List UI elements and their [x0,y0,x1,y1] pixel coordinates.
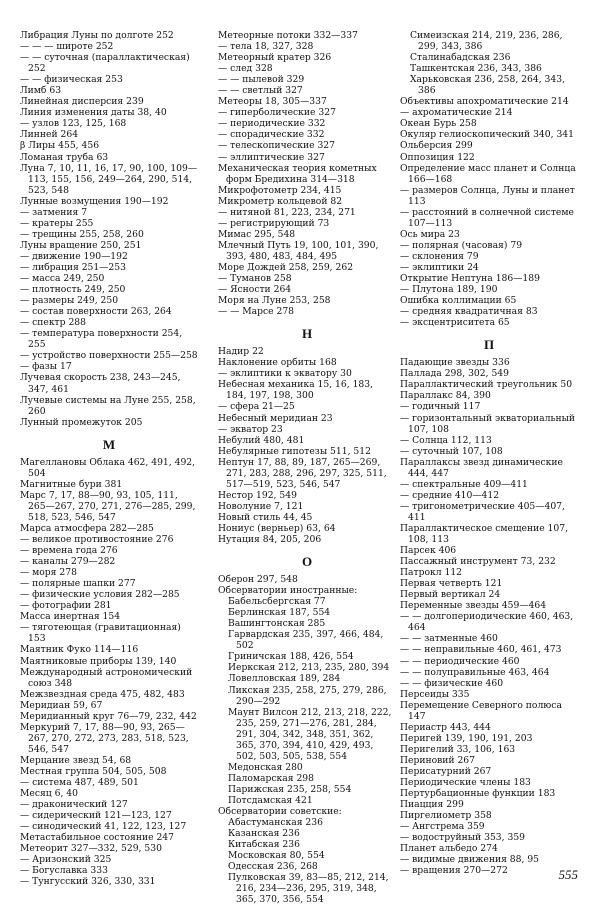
index-entry: Небесный меридиан 23 [218,412,333,424]
index-entry: Медонская 280 [228,761,303,773]
index-entry: Парижская 235, 258, 554 [228,783,352,795]
index-entry: Вашингтонская 285 [228,618,326,630]
index-entry: — — пылевой 329 [218,74,305,86]
index-entry: Периодические члены 183 [400,777,531,789]
index-entry: Моря на Луне 253, 258 [218,295,331,307]
index-entry: Объективы апохроматические 214 [400,96,569,108]
index-entry: Паллада 298, 302, 549 [400,368,509,380]
index-entry: — телескопические 327 [218,140,335,152]
section-letter: П [483,337,495,353]
index-entry: — видимые движения 88, 95 [400,854,540,866]
index-column-3 [400,30,578,876]
index-entry: Меридиан 59, 67 [20,699,103,711]
index-entry: — полярные шапки 277 [20,578,136,590]
index-entry: Лунные возмущения 190—192 [20,195,169,207]
index-entry: — плотность 249, 250 [20,284,126,296]
index-entry: Наклонение орбиты 168 [218,357,337,369]
index-entry: Планет альбедо 274 [400,843,498,855]
index-entry: Надир 22 [218,346,264,358]
index-entry: Открытие Нептуна 186—189 [400,273,540,285]
index-entry: Пулковская 39, 83—85, 212, 214, 216, 234—236, 295, 319, 348, 365, 370, 356, 554 [228,872,389,906]
index-entry: Линней 264 [20,129,79,141]
index-entry: — — полуправильные 463, 464 [400,666,550,678]
index-entry: — полярная (часовая) 79 [400,239,523,251]
index-entry: Луна 7, 10, 11, 16, 17, 90, 100, 109—113, 155, 156, 249—264, 290, 514, 523, 548 [20,162,198,196]
index-entry: Периастр 443, 444 [400,721,491,733]
index-entry: Ловелловская 189, 284 [228,673,341,685]
index-entry: Ольберсия 299 [400,140,473,152]
index-entry: Либрация Луны по долготе 252 [20,30,174,41]
index-entry: — температура поверхности 254, 255 [20,328,183,351]
index-entry: — — физические 460 [400,677,504,689]
index-entry: Ташкентская 236, 343, 386 [410,63,542,75]
index-entry: Метеоры 18, 305—337 [218,96,327,108]
index-entry: Новолуние 7, 121 [218,500,304,512]
index-entry: — Туманов 258 [218,273,292,285]
index-entry: Первый вертикал 24 [400,589,501,601]
index-entry: — вращения 270—272 [400,865,508,877]
index-entry: Марса атмосфера 282—285 [20,522,154,534]
index-entry: Пиргелиометр 358 [400,810,492,822]
index-entry: Линейная дисперсия 239 [20,96,144,108]
section-letter: Н [301,326,313,342]
index-entry: Обсерватории иностранные: [218,585,358,597]
index-column-2 [218,30,396,905]
index-entry: Оберон 297, 548 [218,574,298,586]
index-entry: Небулий 480, 481 [218,434,305,446]
index-entry: — масса 249, 250 [20,273,105,285]
index-entry: — — суточная (параллактическая) 252 [20,52,190,75]
index-entry: Международный астрономический союз 348 [20,666,193,689]
index-entry: Парсек 406 [400,545,457,557]
index-entry: — склонения 79 [400,250,479,262]
index-entry: Море Дождей 258, 259, 262 [218,261,354,273]
index-entry: Магнитные бури 381 [20,478,123,490]
index-entry: — синодический 41, 122, 123, 127 [20,821,187,833]
index-entry: Масса инертная 154 [20,611,121,623]
section-letter: О [301,554,313,570]
index-entry: — — периодические 460 [400,655,520,667]
index-entry: — фазы 17 [20,361,72,373]
index-entry: Пиацция 299 [400,799,464,811]
index-entry: Симеизская 214, 219, 236, 286, 299, 343, 386 [410,30,563,53]
index-entry: Параллактический треугольник 50 [400,379,573,391]
index-entry: Казанская 236 [228,828,300,840]
index-column-1 [20,30,198,888]
index-entry: Переменные звезды 459—464 [400,600,547,612]
index-entry: Гриничская 188, 426, 554 [228,651,354,663]
index-entry: Нутация 84, 205, 206 [218,534,322,546]
index-entry: Ликская 235, 258, 275, 279, 286, 290—292 [228,684,387,707]
index-entry: Ломаная труба 63 [20,151,109,163]
index-entry: — размеров Солнца, Луны и планет 113 [400,184,575,207]
index-entry: — — неправильные 460, 461, 473 [400,644,562,656]
index-entry: Китабская 236 [228,839,300,851]
index-entry: — Тунгусский 326, 330, 331 [20,876,156,888]
index-entry: — ахроматические 214 [400,107,513,119]
index-entry: Оппозиция 122 [400,151,475,163]
index-entry: Межзвездная среда 475, 482, 483 [20,688,185,700]
section-letter: М [102,436,116,452]
index-entry: Периновий 267 [400,754,475,766]
index-entry: Микрофотометр 234, 415 [218,184,342,196]
index-entry: — времена года 276 [20,545,118,557]
index-entry: — тяготеющая (гравитационная) 153 [20,622,181,645]
index-entry: Маунт Вилсон 212, 213, 218, 222, 235, 259, 271—276, 281, 284, 291, 304, 342, 348, 351, 362, 365, 370, 394, 410, 429, 493, 502, 503, 505, 538, 554 [228,706,392,762]
index-entry: — каналы 279—282 [20,556,116,568]
index-entry: Мимас 295, 548 [218,228,296,240]
index-entry: Нестор 192, 549 [218,489,297,501]
index-entry: Небесная механика 15, 16, 183, 184, 197, 198, 300 [218,379,374,402]
index-entry: Линия изменения даты 38, 40 [20,107,167,119]
index-entry: — моря 278 [20,567,77,579]
index-entry: — Богуславка 333 [20,865,108,877]
index-entry: Нептун 17, 88, 89, 187, 265—269, 271, 283, 288, 296, 297, 325, 511, 517—519, 523, 546, 547 [218,456,387,490]
index-entry: Месяц 6, 40 [20,788,78,800]
index-entry: — эклиптики 24 [400,261,479,273]
index-entry: — либрация 251—253 [20,261,126,273]
index-entry: — драконический 127 [20,799,128,811]
index-entry: — водоструйный 353, 359 [400,832,526,844]
index-entry: Патрокл 112 [400,567,463,579]
index-entry: — устройство поверхности 255—258 [20,350,198,362]
index-entry: — Ясности 264 [218,284,292,296]
index-entry: Параллактическое смещение 107, 108, 113 [400,522,569,546]
index-entry: — — долгопериодические 460, 463, 464 [400,611,574,634]
index-entry: — регистрирующий 73 [218,217,330,229]
index-entry: — размеры 249, 250 [20,295,119,307]
index-entry: — средние 410—412 [400,489,500,501]
index-entry: Ошибка коллимации 65 [400,295,517,307]
index-entry: — Ангстрема 359 [400,821,485,833]
index-entry: Млечный Путь 19, 100, 101, 390, 393, 480, 483, 484, 495 [218,239,379,262]
index-entry: — тригонометрические 405—407, 411 [400,500,565,523]
index-entry: Луны вращение 250, 251 [20,239,142,251]
index-entry: Бабельсбергская 77 [228,596,326,608]
index-entry: Нониус (верньер) 63, 64 [218,522,336,534]
index-entry: Сталинабадская 236 [410,52,511,64]
index-entry: Параллаксы звезд динамические 444, 447 [400,456,563,479]
index-entry: — затмения 7 [20,206,88,218]
index-entry: Параллакс 84, 390 [400,390,491,402]
index-entry: — Аризонский 325 [20,854,112,866]
index-entry: — эклиптики к экватору 30 [218,368,352,380]
index-entry: — экватор 23 [218,423,283,435]
index-entry: Маятник Фуко 114—116 [20,644,139,656]
index-entry: — — физическая 253 [20,74,123,86]
index-entry: — спектральные 409—411 [400,478,528,490]
index-entry: — сидерический 121—123, 127 [20,810,172,822]
index-entry: — движение 190—192 [20,250,128,262]
index-entry: Перисатурний 267 [400,766,492,777]
index-entry: Иеркская 212, 213, 235, 280, 394 [228,662,390,674]
index-entry: Берлинская 187, 554 [228,607,331,619]
index-entry: Харьковская 236, 258, 264, 343, 386 [410,74,566,97]
index-entry: — средняя квадратичная 83 [400,306,538,318]
index-entry: Мерцание звезд 54, 68 [20,754,132,766]
page-number: 555 [558,867,578,882]
index-entry: — — затменные 460 [400,633,498,645]
index-entry: Лучевые системы на Луне 255, 258, 260 [20,394,196,417]
index-entry: Магеллановы Облака 462, 491, 492, 504 [20,456,196,479]
index-entry: — Солнца 112, 113 [400,434,492,446]
index-entry: Перемещение Северного полюса 147 [400,699,562,722]
index-entry: — годичный 117 [400,401,481,413]
index-entry: Марс 7, 17, 88—90, 93, 105, 111, 265—267, 270, 271, 276—285, 299, 518, 523, 546, 547 [20,489,196,523]
index-entry: — — — широте 252 [20,41,114,53]
index-entry: Небулярные гипотезы 511, 512 [218,445,371,457]
index-entry: — сфера 21—25 [218,401,295,413]
index-entry: Метастабильное состояние 247 [20,832,174,844]
index-entry: — система 487, 489, 501 [20,777,139,789]
index-entry: Падающие звезды 336 [400,357,510,369]
index-entry: — — светлый 327 [218,85,303,97]
index-entry: Метеорит 327—332, 529, 530 [20,843,162,855]
index-entry: Первая четверть 121 [400,578,503,590]
index-entry: — спорадические 332 [218,129,325,141]
index-entry: — — Марсе 278 [218,306,295,318]
index-entry: Перигелий 33, 106, 163 [400,743,516,755]
index-entry: — Плутона 189, 190 [400,284,498,296]
index-entry: Гарвардская 235, 397, 466, 484, 502 [228,629,384,652]
index-entry: — состав поверхности 263, 264 [20,306,172,318]
index-entry: Лунный промежуток 205 [20,416,143,428]
index-entry: Окуляр гелиоскопический 340, 341 [400,129,575,141]
index-entry: Пертурбационные функции 183 [400,788,556,800]
index-entry: — нитяной 81, 223, 234, 271 [218,206,356,218]
index-entry: Обсерватории советские: [218,806,342,818]
index-entry: Пассажный инструмент 73, 232 [400,556,556,568]
index-entry: Лимб 63 [20,85,62,97]
index-entry: Определение масс планет и Солнца 166—168 [400,162,576,185]
index-entry: — физические условия 282—285 [20,589,180,601]
index-entry: Меркурий 7, 17, 88—90, 93, 265—267, 270, 272, 273, 283, 518, 523, 546, 547 [20,721,189,755]
index-entry: — фотографии 281 [20,600,112,612]
index-entry: Океан Бурь 258 [400,118,477,130]
index-entry: Механическая теория кометных форм Бредихина 314—318 [218,162,377,185]
index-entry: — спектр 288 [20,317,86,329]
index-entry: — суточный 107, 108 [400,445,503,457]
index-entry: — горизонтальный экваториальный 107, 108 [400,412,576,435]
index-entry: — узлов 123, 125, 168 [20,118,127,130]
index-entry: Микрометр кольцевой 82 [218,195,343,207]
index-entry: Метеорный кратер 326 [218,52,332,64]
index-entry: Перигей 139, 190, 191, 203 [400,732,533,744]
index-entry: β Лиры 455, 456 [20,140,100,152]
index-entry: — гиперболические 327 [218,107,336,119]
index-entry: Метеорные потоки 332—337 [218,30,358,41]
index-entry: — кратеры 255 [20,217,94,229]
index-entry: — великое противостояние 276 [20,534,174,546]
index-entry: Московская 80, 554 [228,850,325,862]
index-entry: Одесская 236, 268 [228,861,318,873]
index-entry: Персеиды 335 [400,688,470,700]
index-entry: Маятниковые приборы 139, 140 [20,655,177,667]
index-entry: — трещины 255, 258, 260 [20,228,144,240]
index-entry: — эллиптические 327 [218,151,325,163]
index-entry: Паломарская 298 [228,772,314,784]
index-entry: Лучевая скорость 238, 243—245, 347, 461 [20,372,181,395]
index-entry: — расстояний в солнечной системе 107—113 [400,206,574,229]
index-entry: Новый стиль 44, 45 [218,511,313,523]
index-entry: Абастуманская 236 [228,817,323,829]
index-entry: Меридианный круг 76—79, 232, 442 [20,710,197,722]
index-entry: — след 328 [218,63,273,75]
index-entry: — тела 18, 327, 328 [218,41,314,53]
index-entry: — периодические 332 [218,118,326,130]
index-entry: Потсдамская 421 [228,795,313,806]
index-entry: Ось мира 23 [400,228,460,240]
index-entry: Местная группа 504, 505, 508 [20,766,167,777]
index-entry: — эксцентриситета 65 [400,317,510,329]
